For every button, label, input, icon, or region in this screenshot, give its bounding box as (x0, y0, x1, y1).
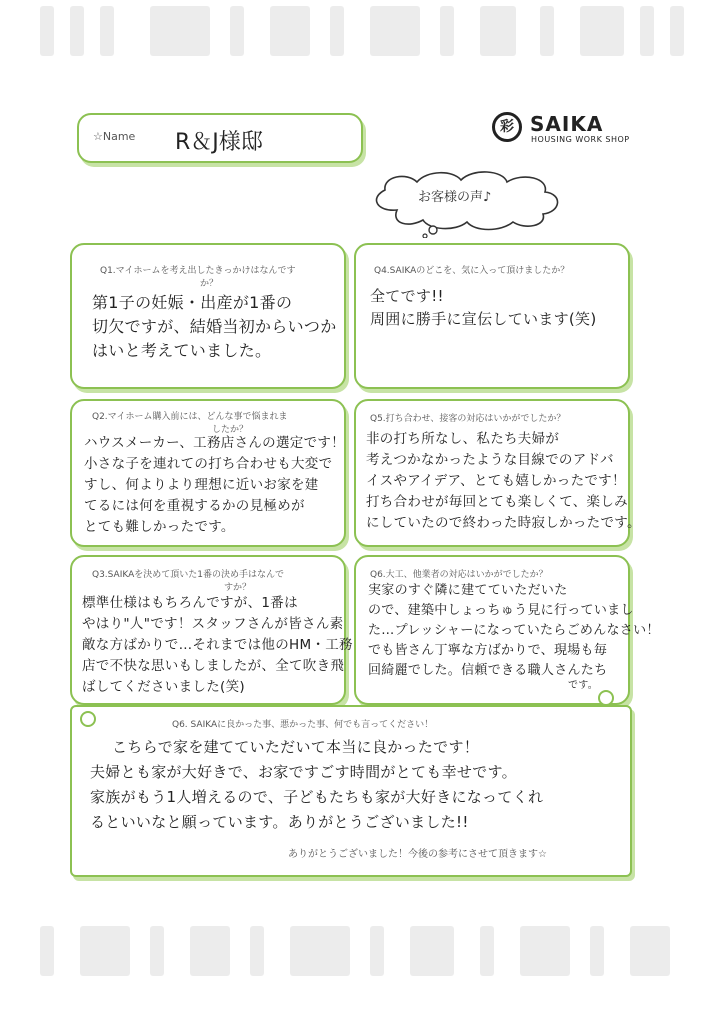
question-card-2 (70, 399, 346, 547)
answer-text: 実家のすぐ隣に建てていただいた ので、建築中しょっちゅう見に行っていまし た…プレッシャーになっていたらごめんなさい！ でも皆さん丁寧な方ばかりで、現場も毎 回綺麗でした。信頼できる職人さんたち です。 (368, 583, 660, 691)
answer-text: ハウスメーカー、工務店さんの選定です！ 小さな子を連れての打ち合わせも大変で すし、何よりより理想に近いお家を建 てるには何を重視するかの見極めが とても難しかったです。 (84, 435, 345, 535)
answer-text: 標準仕様はもちろんですが、1番は やはり"人"です！スタッフさんが皆さん素 敵な方ばかりで…それまでは他のHM・工務 店で不快な思いもしましたが、全て吹き飛 ばしてくださいました(笑) (82, 595, 353, 695)
top-decor-band (0, 0, 725, 62)
brand-name: SAIKA (530, 112, 604, 136)
question-text: Q1.マイホームを考え出したきっかけはなんです (100, 266, 296, 276)
scroll-curl-top-right (598, 690, 614, 706)
final-answer: こちらで家を建てていただいて本当に良かったです！ 夫婦とも家が大好きで、お家ですごす時間がとても幸せです。 家族がもう1人増えるので、子どもたちも家が大好きになってくれ るといいなと願っています。ありがとうございました!! (90, 738, 544, 831)
question-text: すか？ (224, 583, 252, 593)
brand-logo (492, 112, 662, 148)
answer-text: 非の打ち所なし、私たち夫婦が 考えつかなかったような目線でのアドバ イスやアイデア、とても嬉しかったです！ 打ち合わせが毎回とても楽しくて、楽しみ にしていたので終わった時寂しかったです。 (366, 431, 641, 531)
question-text: Q4.SAIKAのどこを、気に入って頂けましたか？ (374, 266, 570, 276)
question-text: か？ (200, 279, 219, 289)
question-text: Q3.SAIKAを決めて頂いた1番の決め手はなんで (92, 570, 284, 580)
answer-text: 第1子の妊娠・出産が1番の 切欠ですが、結婚当初からいつか はいと考えていました。 (92, 293, 337, 360)
question-card-3 (70, 555, 353, 705)
question-text: Q5.打ち合わせ、接客の対応はいかがでしたか？ (370, 414, 566, 424)
question-card-6 (354, 555, 660, 705)
name-box (77, 113, 363, 163)
voice-title: お客様の声♪ (418, 190, 492, 205)
scroll-curl-top-left (80, 711, 96, 727)
name-label: ☆Name (93, 130, 136, 143)
question-card-1 (70, 243, 346, 389)
final-comment-card (70, 705, 632, 877)
customer-name: R＆J様邸 (175, 130, 263, 155)
final-question: Q6. SAIKAに良かった事、悪かった事、何でも言ってください！ (172, 720, 434, 730)
thanks-note: ありがとうございました！今後の参考にさせて頂きます☆ (288, 849, 547, 860)
question-card-5 (354, 399, 641, 547)
question-card-4 (354, 243, 630, 389)
answer-text: 全てです!! 周囲に勝手に宣伝しています(笑) (370, 287, 597, 328)
brand-mark: 彩 (492, 112, 522, 142)
bottom-decor-band (0, 920, 725, 982)
question-text: Q2.マイホーム購入前には、どんな事で悩まれま (92, 412, 288, 422)
brand-subtitle: HOUSING WORK SHOP (531, 135, 630, 144)
question-text: Q6.大工、他業者の対応はいかがでしたか？ (370, 570, 548, 580)
question-text: したか？ (212, 425, 249, 435)
